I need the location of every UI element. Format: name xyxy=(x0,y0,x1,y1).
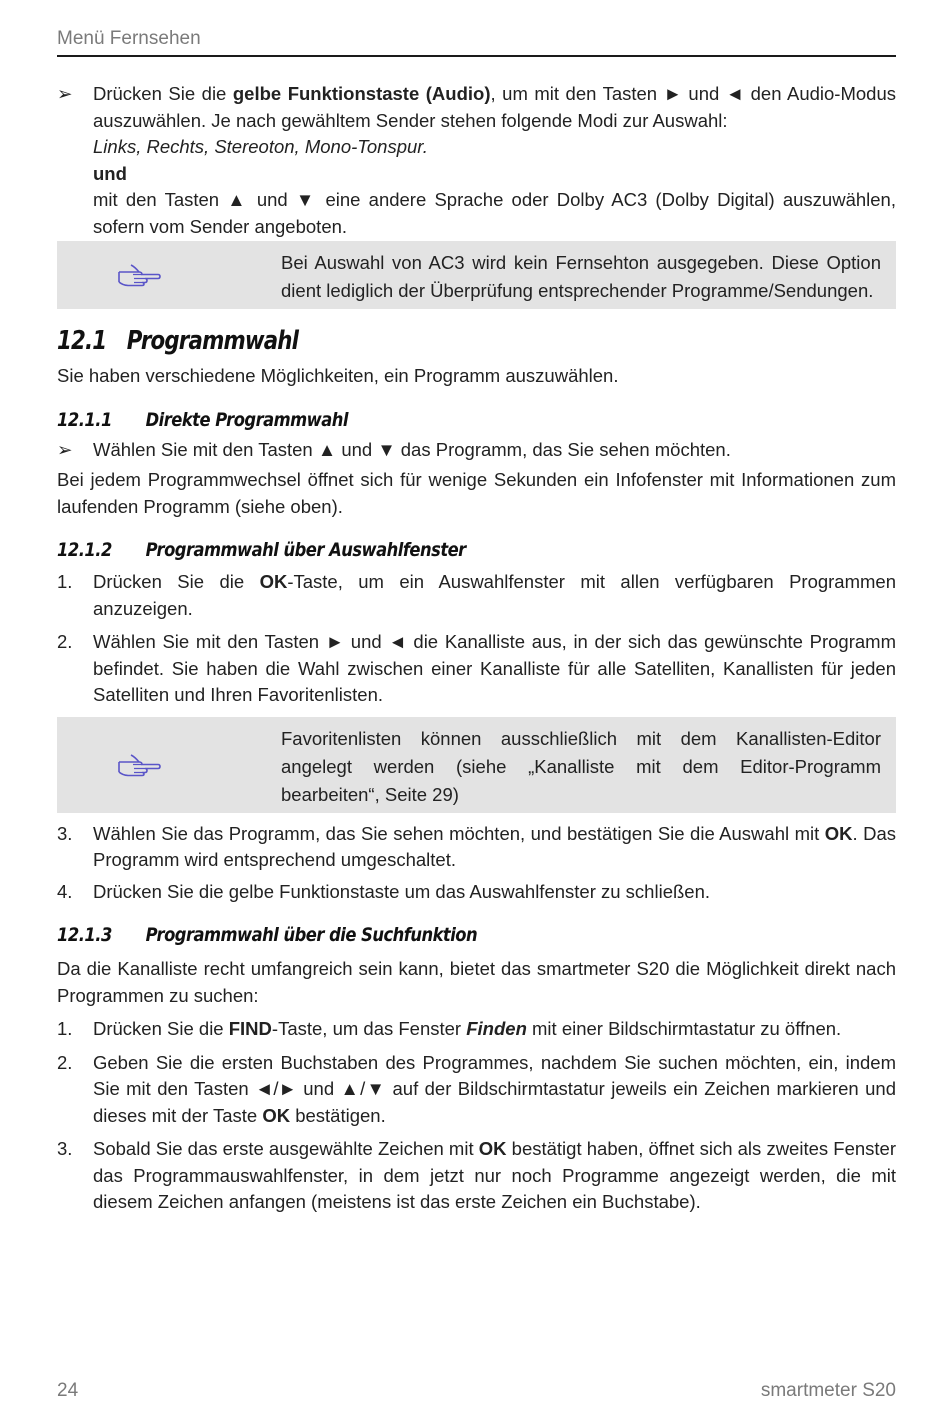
step-text: . Das Programm wird entsprechend umgeschaltet. xyxy=(93,822,896,870)
bullet-direct-text: Wählen Sie mit den Tasten ▲ und ▼ das Programm, das Sie sehen möchten. xyxy=(93,438,731,460)
section-12-1-1-para: Bei jedem Programmwechsel öffnet sich für wenige Sekunden ein Infofenster mit Informationen zum laufenden Programm (siehe oben). xyxy=(57,469,896,517)
bullet-text-pre: Drücken Sie die xyxy=(93,83,233,104)
subsection-heading-12-1-2 xyxy=(57,536,779,564)
list-item xyxy=(57,1136,896,1216)
subsection-title: Programmwahl über die Suchfunktion xyxy=(145,924,478,946)
und-label: und xyxy=(93,162,127,184)
step-text: bestätigen. xyxy=(290,1104,386,1126)
list-item xyxy=(57,1016,896,1043)
list-number: 3. xyxy=(57,822,73,844)
running-footer xyxy=(57,1381,896,1401)
key-label: OK xyxy=(262,1104,291,1126)
note-favorites xyxy=(57,717,896,813)
step-text: -Taste, um das Fenster xyxy=(271,1018,467,1039)
key-label: OK xyxy=(478,1138,507,1159)
bullet-text-post: , um mit den Tasten ► und ◄ den Audio-Modus auszuwählen. Je nach gewähltem Sender stehen folgende Modi zur Auswahl: xyxy=(93,83,896,131)
key-label: OK xyxy=(824,822,853,844)
step-text: Sobald Sie das erste ausgewählte Zeichen mit xyxy=(93,1138,479,1159)
step-text: -Taste, um ein Auswahlfenster mit allen verfügbaren Programmen anzuzeigen. xyxy=(93,571,896,619)
bullet-direct-select xyxy=(57,437,896,464)
step-text: mit einer Bildschirmtastatur zu öffnen. xyxy=(526,1018,842,1039)
step-text: Wählen Sie das Programm, das Sie sehen möchten, und bestätigen Sie die Auswahl mit xyxy=(93,822,825,844)
list-number: 1. xyxy=(57,1018,73,1039)
step-text: Geben Sie die ersten Buchstaben des Programmes, nachdem Sie suchen möchten, ein, indem Sie mit den Tasten ◄/► und ▲/▼ auf der Bildschirmtastatur jeweils ein Zeichen markieren und dieses mit der Taste xyxy=(93,1051,896,1126)
section-number: 12.1 xyxy=(57,326,107,356)
list-number: 4. xyxy=(57,880,73,902)
subsection-heading-12-1-1 xyxy=(57,406,779,434)
step-text: Wählen Sie mit den Tasten ► und ◄ die Kanalliste aus, in der sich das gewünschte Programm befindet. Sie haben die Wahl zwischen einer Kanalliste für alle Satelliten, Kanallisten für jeden Satelliten und Ihren Favoritenlisten. xyxy=(93,631,896,705)
pointing-hand-icon xyxy=(117,263,161,287)
bullet-arrow-icon: ➢ xyxy=(57,438,73,460)
page-content xyxy=(57,81,896,1216)
key-label: FIND xyxy=(228,1018,272,1039)
bullet-arrow-icon: ➢ xyxy=(57,83,73,104)
bullet-text-rest: mit den Tasten ▲ und ▼ eine andere Sprache oder Dolby AC3 (Dolby Digital) auszuwählen, sofern vom Sender angeboten. xyxy=(93,189,896,237)
note-ac3 xyxy=(57,241,896,309)
subsection-title: Direkte Programmwahl xyxy=(145,408,348,431)
header-title: Menü Fernsehen xyxy=(57,28,201,49)
list-item xyxy=(57,569,896,622)
subsection-number: 12.1.2 xyxy=(57,539,112,561)
list-number: 2. xyxy=(57,1051,73,1073)
key-label: OK xyxy=(259,571,288,592)
subsection-title: Programmwahl über Auswahlfenster xyxy=(145,539,466,561)
note-ac3-text: Bei Auswahl von AC3 wird kein Fernsehton ausgegeben. Diese Option dient lediglich der Überprüfung entsprechender Programme/Sendungen. xyxy=(281,252,881,301)
list-item xyxy=(57,629,896,709)
list-number: 3. xyxy=(57,1138,73,1159)
subsection-heading-12-1-3 xyxy=(57,921,779,949)
step-text: Drücken Sie die xyxy=(93,1018,229,1039)
list-item xyxy=(57,879,896,906)
section-12-1-3-intro: Da die Kanalliste recht umfangreich sein kann, bietet das smartmeter S20 die Möglichkeit direkt nach Programmen zu suchen: xyxy=(57,958,896,1006)
section-title: Programmwahl xyxy=(126,326,299,356)
bullet-audio-mode xyxy=(57,81,896,240)
list-number: 1. xyxy=(57,571,73,592)
subsection-number: 12.1.3 xyxy=(57,924,112,946)
product-name: smartmeter S20 xyxy=(760,1380,896,1401)
window-name: Finden xyxy=(466,1018,527,1039)
list-item xyxy=(57,821,896,874)
note-favorites-text: Favoritenlisten können ausschließlich mit dem Kanallisten-Editor angelegt werden (siehe „Kanalliste mit dem Editor-Programm bearbeiten“, Seite 29) xyxy=(281,727,881,805)
pointing-hand-icon xyxy=(117,753,161,777)
audio-modes: Links, Rechts, Stereoton, Mono-Tonspur. xyxy=(93,136,428,157)
subsection-number: 12.1.1 xyxy=(57,408,112,431)
page-number: 24 xyxy=(57,1380,79,1401)
step-text: Drücken Sie die xyxy=(93,571,260,592)
section-heading-12-1 xyxy=(57,323,745,359)
step-text: Drücken Sie die gelbe Funktionstaste um das Auswahlfenster zu schließen. xyxy=(93,880,710,902)
step-text: bestätigt haben, öffnet sich als zweites Fenster das Programmauswahlfenster, in dem jetzt nur noch Programme angezeigt werden, die mit diesem Zeichen anfangen (meistens ist das erste Zeichen ein Buchstabe). xyxy=(93,1138,897,1212)
bullet-text-bold: gelbe Funktionstaste (Audio) xyxy=(232,83,491,104)
running-header xyxy=(57,27,896,57)
section-12-1-intro: Sie haben verschiedene Möglichkeiten, ein Programm auszuwählen. xyxy=(57,365,619,386)
list-item xyxy=(57,1050,896,1130)
list-number: 2. xyxy=(57,631,73,652)
